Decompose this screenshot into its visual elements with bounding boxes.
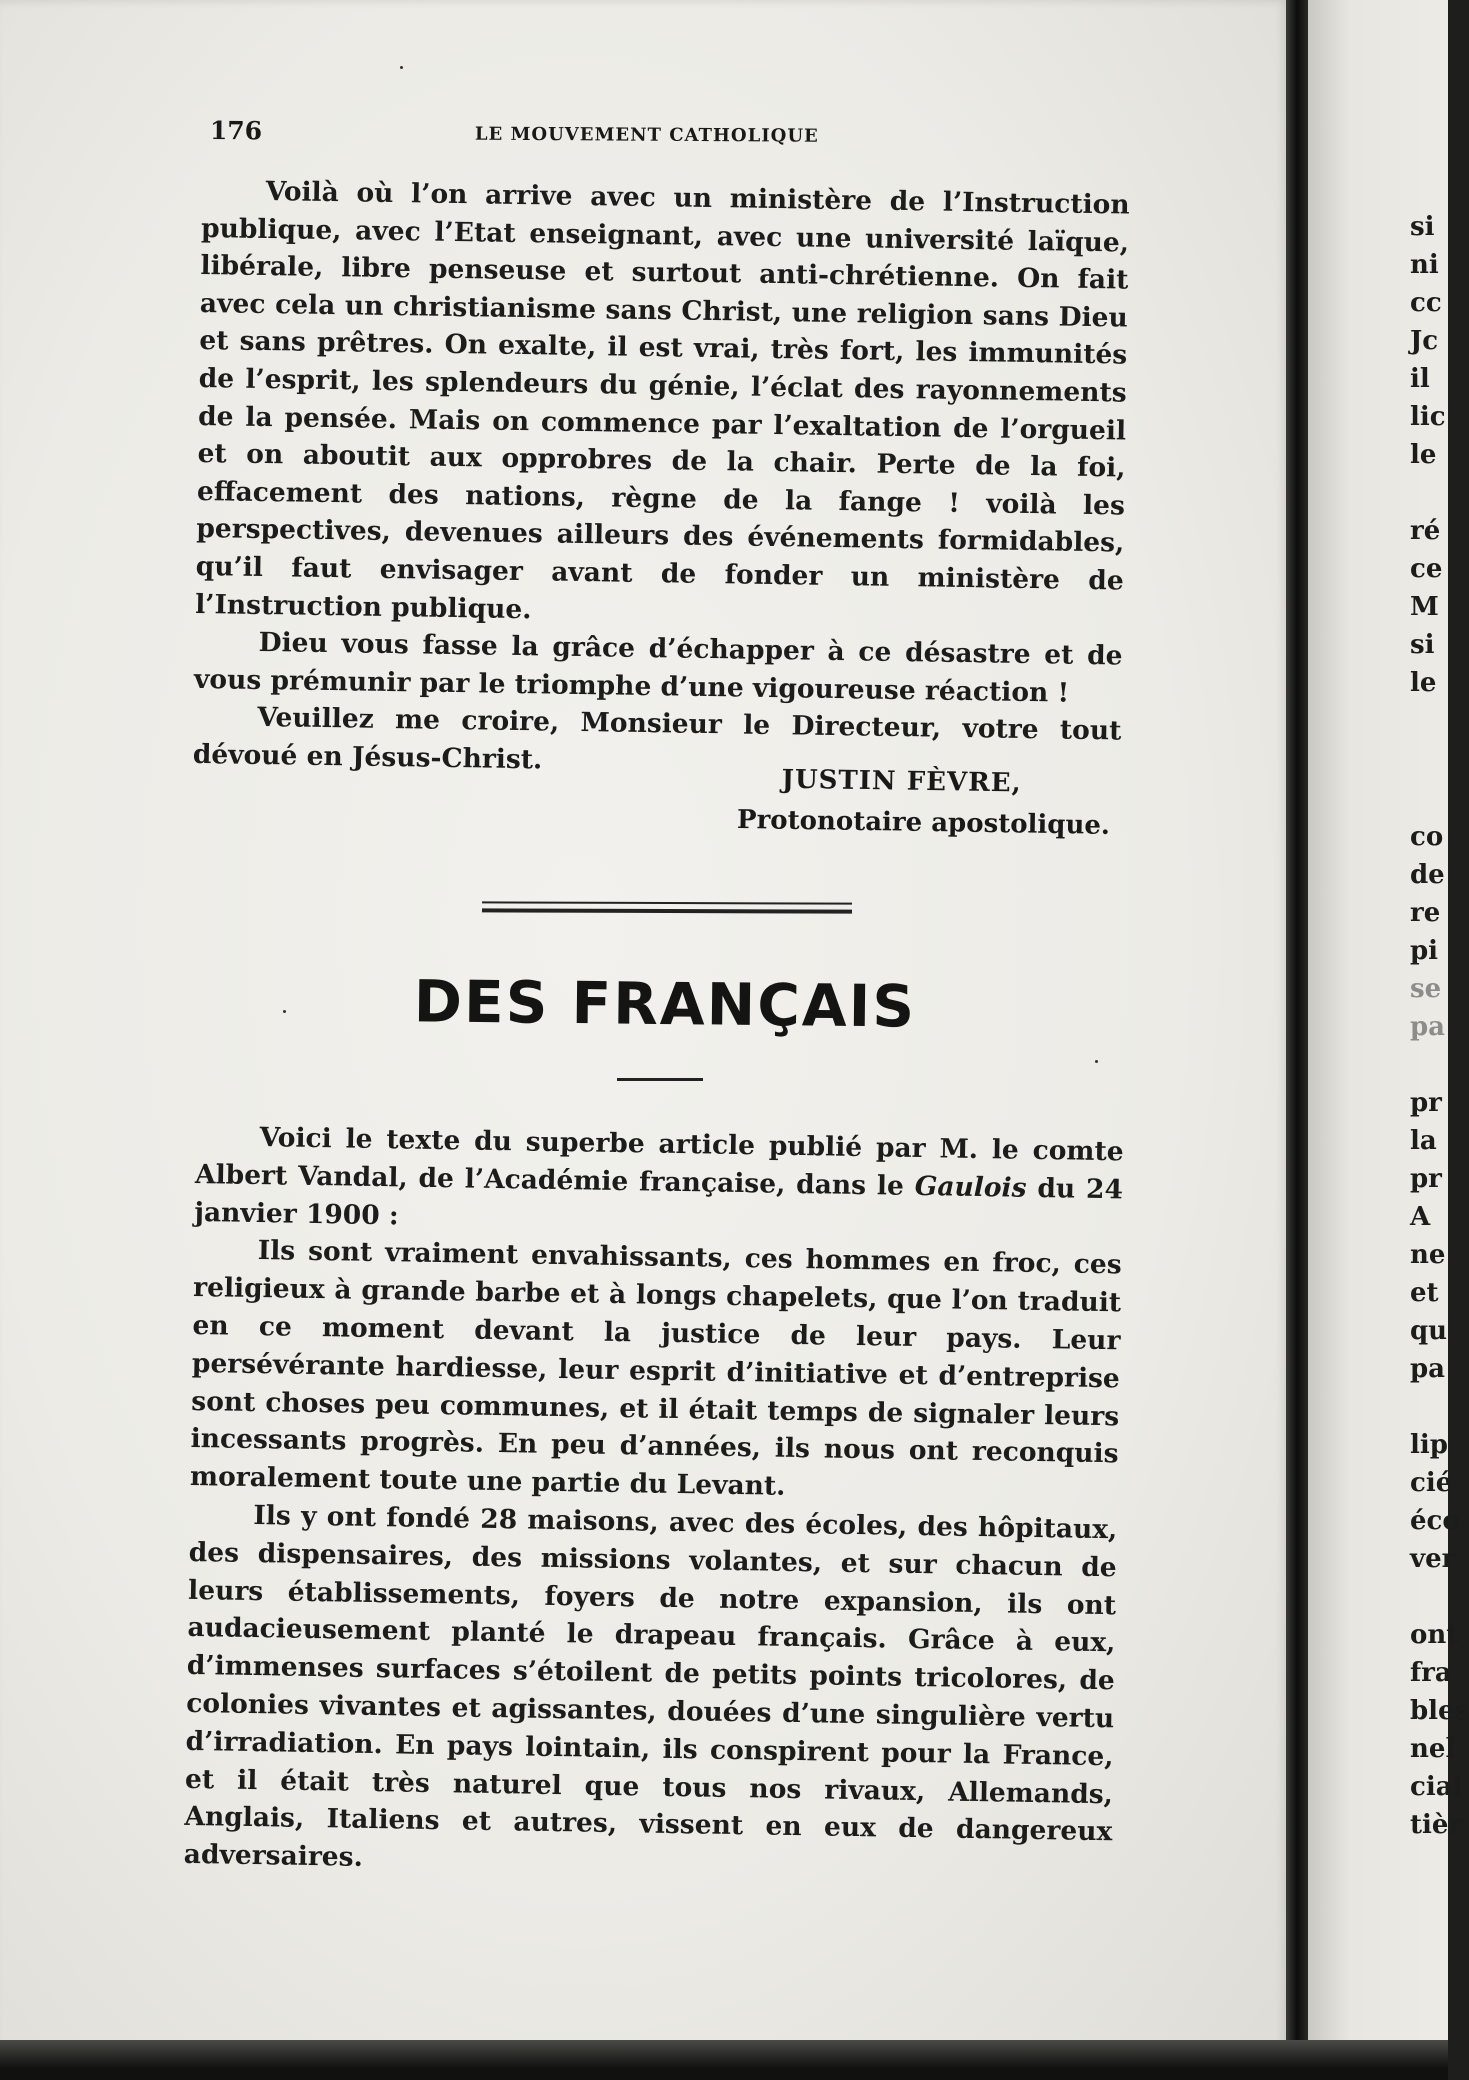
- paper-speck: [283, 1010, 286, 1013]
- divider-thick-line: [482, 908, 852, 913]
- facing-page-fragment: bles: [1410, 1696, 1469, 1726]
- intro-text-start: Voici le texte du superbe article publié par M. le comte Albert Vandal, de l’Académie française, dans le: [194, 1122, 1124, 1202]
- letter-body: [193, 172, 1130, 788]
- facing-page-fragment: ré: [1410, 516, 1441, 546]
- section-title: DES FRANÇAIS: [413, 967, 917, 1041]
- facing-page-fragment: ni: [1410, 250, 1439, 280]
- article-paragraph: Ils y ont fondé 28 maisons, avec des écoles, des hôpitaux, des dispensaires, des missions volantes, et sur chacun de leurs établissements, foyers de notre expansion, ils ont audacieusement planté le drapeau français. Grâce à eux, d’immenses surfaces s’étoilent de petits points tricolores, de colonies vivantes et agissantes, douées d’une singulière vertu d’irradiation. En pays lointain, ils conspirent pour la France, et il était très naturel que tous nos rivaux, Allemands, Anglais, Italiens et autres, vissent en eux de dangereux adversaires.: [183, 1499, 1118, 1874]
- article-paragraph: Ils sont vraiment envahissants, ces hommes en froc, ces religieux à grande barbe et à longs chapelets, que l’on traduit en ce moment devant la justice de leur pays. Leur persévérante hardiesse, leur esprit d’initiative et d’entreprise sont choses peu communes, et il était temps de signaler leurs incessants progrès. En peu d’années, ils nous ont reconquis moralement toute une partie du Levant.: [189, 1235, 1122, 1502]
- facing-page-fragment: ont: [1410, 1620, 1459, 1650]
- facing-page-fragment: se: [1410, 974, 1442, 1004]
- facing-page-fragment: la: [1410, 1126, 1437, 1156]
- facing-page-fragment: de: [1410, 860, 1445, 890]
- scan-bottom-edge: [0, 2040, 1448, 2080]
- facing-page-fragment: lic: [1410, 402, 1446, 432]
- facing-page-fragment: et: [1410, 1278, 1439, 1308]
- running-head: LE MOUVEMENT CATHOLIQUE: [474, 123, 819, 147]
- facing-page-fragment: Jc: [1410, 326, 1439, 356]
- facing-page-fragment: pa: [1410, 1012, 1446, 1042]
- article-intro: [194, 1118, 1124, 1247]
- title-underline-rule: [617, 1078, 703, 1081]
- facing-page-fragment: re: [1410, 898, 1441, 928]
- facing-page-fragment: fra: [1410, 1658, 1452, 1688]
- facing-page-fragment: ce: [1410, 554, 1443, 584]
- signature-title: Protonotaire apostolique.: [736, 804, 1111, 841]
- page-number: 176: [209, 115, 263, 146]
- facing-page-fragment: A: [1410, 1202, 1431, 1232]
- letter-paragraph: Voilà où l’on arrive avec un ministère de l’Instruction publique, avec l’Etat enseignant, avec une université laïque, libérale, libre penseuse et surtout anti-chrétienne. On fait avec cela un christianisme sans Christ, une religion sans Dieu et sans prêtres. On exalte, il est vrai, très fort, les immunités de l’esprit, les splendeurs du génie, l’éclat des rayonnements de la pensée. Mais on commence par l’exaltation de l’orgueil et on aboutit aux opprobres de la chair. Perte de la foi, effacement des nations, règne de la fange ! voilà les perspectives, devenues ailleurs des événements formidables, qu’il faut envisager avant de fonder un ministère de l’Instruction publique.: [194, 176, 1130, 625]
- paper-speck: [400, 66, 403, 69]
- facing-page-fragment: pa: [1410, 1354, 1446, 1384]
- facing-page-fragment: pr: [1410, 1088, 1442, 1118]
- book-gutter: [1286, 0, 1308, 2080]
- facing-page-fragment: si: [1410, 212, 1435, 242]
- letter-paragraph: Veuillez me croire, Monsieur le Directeur, votre tout dévoué en Jésus-Christ.: [192, 702, 1122, 776]
- facing-page-fragment: nel: [1410, 1734, 1456, 1764]
- facing-page-fragment: tièr: [1410, 1810, 1463, 1840]
- facing-page-fragment: qu: [1410, 1316, 1448, 1346]
- facing-page-fragment: le: [1410, 668, 1437, 698]
- divider-thin-line: [482, 901, 852, 904]
- facing-page-fragment: pr: [1410, 1164, 1442, 1194]
- intro-text-end: du 24 janvier 1900 :: [194, 1172, 1124, 1231]
- section-divider-rule: [482, 901, 852, 914]
- facing-page-fragment: cc: [1410, 288, 1442, 318]
- facing-page-fragment: pi: [1410, 936, 1439, 966]
- facing-page-fragment: éco: [1410, 1506, 1460, 1536]
- facing-page-fragment: cial: [1410, 1772, 1463, 1802]
- paper-speck: [1095, 1060, 1098, 1063]
- signature-name: JUSTIN FÈVRE,: [781, 764, 1022, 799]
- facing-page-fragment: il: [1410, 364, 1430, 394]
- signature-block: [737, 758, 1118, 846]
- facing-page-fragment: ne: [1410, 1240, 1446, 1270]
- page-header: [210, 112, 870, 156]
- facing-page-fragment: si: [1410, 630, 1435, 660]
- facing-page-fragment: cié: [1410, 1468, 1453, 1498]
- article-body: [183, 1118, 1123, 1889]
- facing-page-fragment: M: [1410, 592, 1439, 622]
- letter-paragraph: Dieu vous fasse la grâce d’échapper à ce désastre et de vous prémunir par le triomphe d’une vigoureuse réaction !: [193, 627, 1123, 709]
- facing-page-fragment: ver: [1410, 1544, 1456, 1574]
- facing-page-fragment: le: [1410, 440, 1437, 470]
- facing-page-fragment: lip: [1410, 1430, 1448, 1460]
- journal-name: Gaulois: [914, 1170, 1027, 1204]
- facing-page-fragment: co: [1410, 822, 1444, 852]
